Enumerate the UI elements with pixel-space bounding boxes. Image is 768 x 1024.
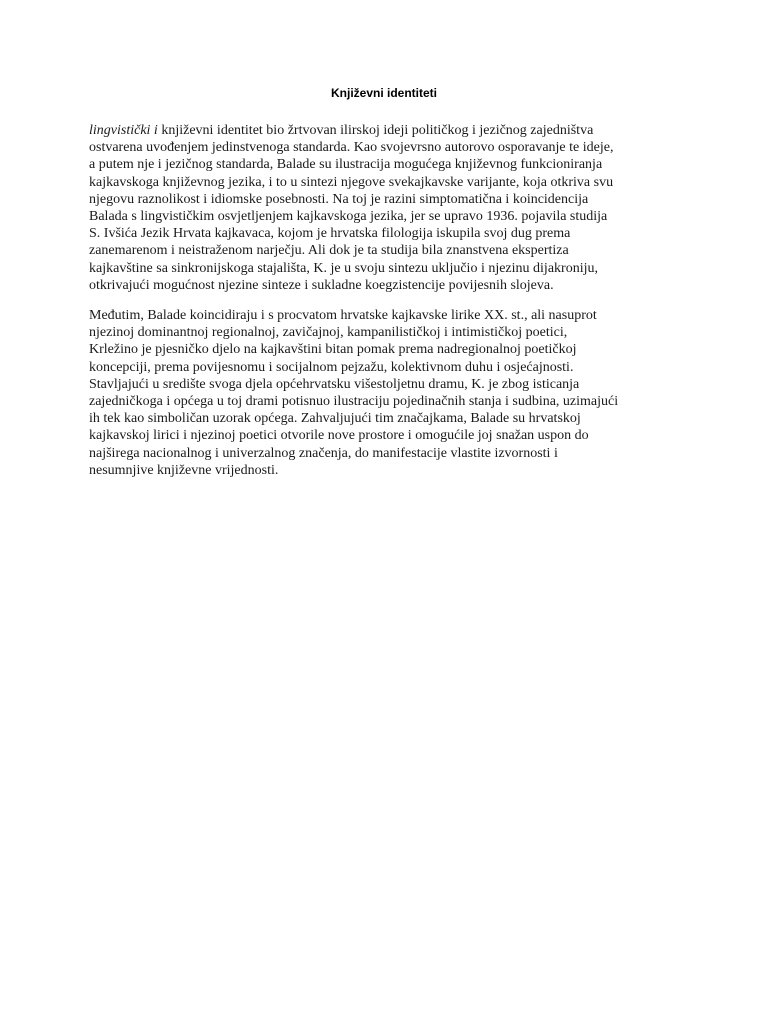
paragraph-line: nesumnjive književne vrijednosti.	[89, 462, 279, 478]
paragraph-line: otkrivajući mogućnost njezine sinteze i sukladne koegzistencije povijesnih slojeva.	[89, 277, 554, 293]
paragraph-line: a putem nje i jezičnog standarda, Balade su ilustracija mogućega književnog funkcioniranja	[89, 157, 603, 173]
paragraph-1	[89, 122, 689, 294]
paragraph-line: S. Ivšića Jezik Hrvata kajkavaca, kojom je hrvatska filologija iskupila svoj dug prema	[89, 226, 571, 242]
paragraph-line: Balada s lingvističkim osvjetljenjem kajkavskoga jezika, jer se upravo 1936. pojavila studija	[89, 209, 608, 225]
paragraph-line: kajkavskoj lirici i njezinoj poetici otvorile nove prostore i omogućile joj snažan uspon do	[89, 428, 589, 444]
paragraph-line: njegovu raznolikost i idiomske posebnosti. Na toj je razini simptomatična i koincidencija	[89, 191, 589, 207]
paragraph-line: ostvarena uvođenjem jedinstvenoga standarda. Kao svojevrsno autorovo osporavanje te ideje,	[89, 140, 614, 156]
paragraph-line: najširega nacionalnog i univerzalnog značenja, do manifestacije vlastite izvornosti i	[89, 445, 558, 461]
paragraph-2	[89, 307, 689, 479]
paragraph-line: kajkavskoga književnog jezika, i to u sintezi njegove svekajkavske varijante, koja otkriva svu	[89, 174, 614, 190]
paragraph-line: Krležino je pjesničko djelo na kajkavštini bitan pomak prema nadregionalnoj poetičkoj	[89, 342, 577, 358]
paragraph-line: Stavljajući u središte svoga djela općehrvatsku višestoljetnu dramu, K. je zbog isticanja	[89, 376, 580, 392]
paragraph-line: zajedničkoga i općega u toj drami potisnuo ilustraciju pojedinačnih stanja i sudbina, uzimajući	[89, 394, 619, 410]
paragraph-line: kajkavštine sa sinkronijskoga stajališta, K. je u svoju sintezu uključio i njezinu dijakroniju,	[89, 260, 598, 276]
paragraph-line: Međutim, Balade koincidiraju i s procvatom hrvatske kajkavske lirike XX. st., ali nasuprot	[89, 308, 597, 323]
paragraph-line	[89, 122, 689, 139]
document-title: Književni identiteti	[330, 86, 437, 100]
paragraph-line: koncepciji, prema povijesnomu i socijalnom pejzažu, kolektivnom duhu i osjećajnosti.	[89, 359, 574, 375]
line-text: književni identitet bio žrtvovan ilirskoj ideji političkog i jezičnog zajedništva	[157, 123, 594, 138]
paragraph-line: zanemarenom i neistraženom narječju. Ali dok je ta studija bila znanstvena ekspertiza	[89, 243, 569, 259]
paragraph-line: njezinoj dominantnoj regionalnoj, zavičajnoj, kampanilističkoj i intimističkoj poetici,	[89, 325, 568, 341]
italic-lead: lingvistički i	[89, 123, 158, 138]
paragraph-line: ih tek kao simboličan uzorak općega. Zahvaljujući tim značajkama, Balade su hrvatskoj	[89, 411, 581, 427]
